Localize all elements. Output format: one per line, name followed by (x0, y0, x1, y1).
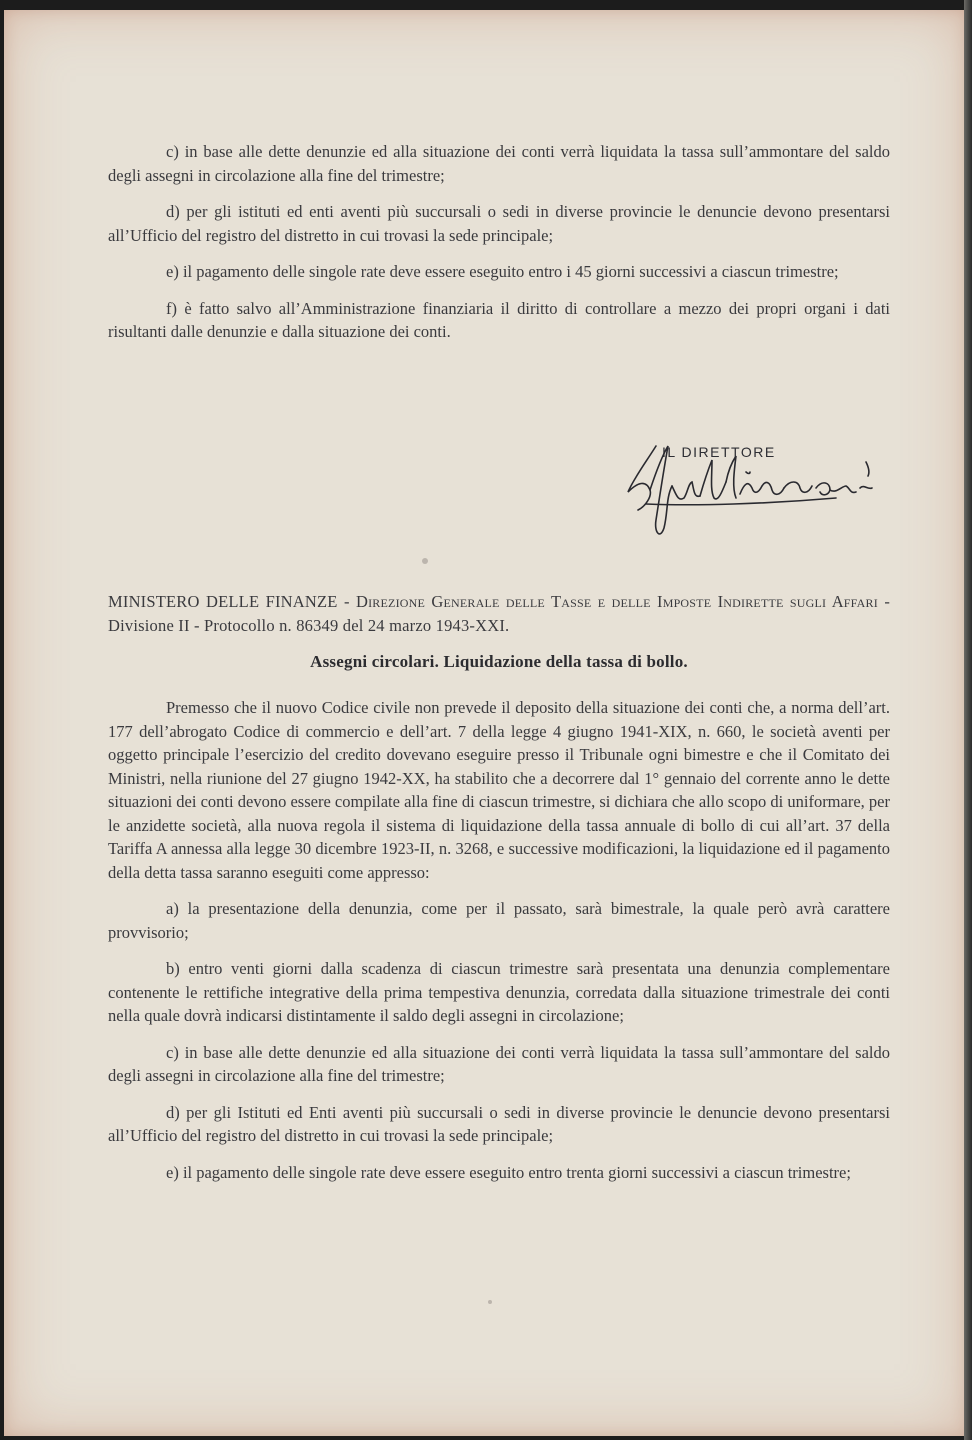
paragraph-a: a) la presentazione della denunzia, come per il passato, sarà bimestrale, la quale però avrà carattere provvisorio; (108, 899, 890, 942)
paragraph-d-second: d) per gli Istituti ed Enti aventi più succursali o sedi in diverse provincie le denuncie devono presentarsi all’Ufficio del registro del distretto in cui trovasi la sede principale; (108, 1102, 890, 1145)
circular-header (108, 590, 890, 638)
paragraph-premesso: Premesso che il nuovo Codice civile non prevede il deposito della situazione dei conti che, a norma dell’art. 177 dell’abrogato Codice di commercio e dell’art. 7 della legge 4 giugno 1941-XIX, n. 660, le società aventi per oggetto principale l’esercizio del credito dovevano eseguire presso il Tribunale ogni bimestre e che il Comitato dei Ministri, nella riunione del 27 giugno 1942-XX, ha stabilito che a decorrere dal 1° gennaio del corrente anno le dette situazioni dei conti devono essere compilate alla fine di ciascun trimestre, si dichiara che allo scopo di uniformare, per le anzidette società, alla nuova regola il sistema di liquidazione della tassa annuale di bollo di cui all’art. 37 della Tariffa A annessa alla legge 30 dicembre 1923-II, n. 3268, e successive modificazioni, la liquidazione ed il pagamento della detta tassa saranno eseguiti come appresso: (108, 698, 890, 882)
paragraph-d-first: d) per gli istituti ed enti aventi più succursali o sedi in diverse provincie le denuncie devono presentarsi all’Ufficio del registro del distretto in cui trovasi la sede principale; (108, 202, 890, 245)
paragraph-f-first: f) è fatto salvo all’Amministrazione finanziaria il diritto di controllare a mezzo dei propri organi i dati risultanti dalle denunzie e dalla situazione dei conti. (108, 298, 890, 341)
paragraph-c-first: c) in base alle dette denunzie ed alla situazione dei conti verrà liquidata la tassa sull’ammontare del saldo degli assegni in circolazione alla fine del trimestre; (108, 142, 890, 185)
document-page (4, 10, 966, 1436)
signature-title: IL DIRETTORE (662, 444, 776, 460)
section-circular-body (108, 696, 890, 1184)
signature-block (616, 432, 886, 562)
paragraph-e-second: e) il pagamento delle singole rate deve essere eseguito entro trenta giorni successivi a ciascun trimestre; (166, 1162, 851, 1182)
handwritten-signature (616, 432, 886, 562)
page-edge-shadow (964, 0, 972, 1440)
circular-subtitle: Assegni circolari. Liquidazione della tassa di bollo. (310, 652, 688, 671)
section-previous-provision (108, 140, 890, 344)
protocol-line: - Divisione II - Protocollo n. 86349 del 24 marzo 1943-XXI. (108, 592, 891, 635)
directorate-name: - Direzione Generale delle Tasse e delle Imposte Indirette sugli Affari (343, 592, 878, 611)
ministry-name: MINISTERO DELLE FINANZE (108, 592, 338, 611)
paragraph-e-first: e) il pagamento delle singole rate deve essere eseguito entro i 45 giorni successivi a ciascun trimestre; (166, 262, 839, 281)
paragraph-b: b) entro venti giorni dalla scadenza di ciascun trimestre sarà presentata una denunzia complementare contenente le rettifiche integrative della prima tempestiva denunzia, corredata dalla situazione trimestrale dei conti nella quale dovrà indicarsi distintamente il saldo degli assegni in circolazione; (108, 959, 890, 1025)
paper-blemish (488, 1300, 492, 1304)
paper-blemish (422, 558, 428, 564)
paragraph-c-second: c) in base alle dette denunzie ed alla situazione dei conti verrà liquidata la tassa sull’ammontare del saldo degli assegni in circolazione alla fine del trimestre; (108, 1042, 890, 1085)
